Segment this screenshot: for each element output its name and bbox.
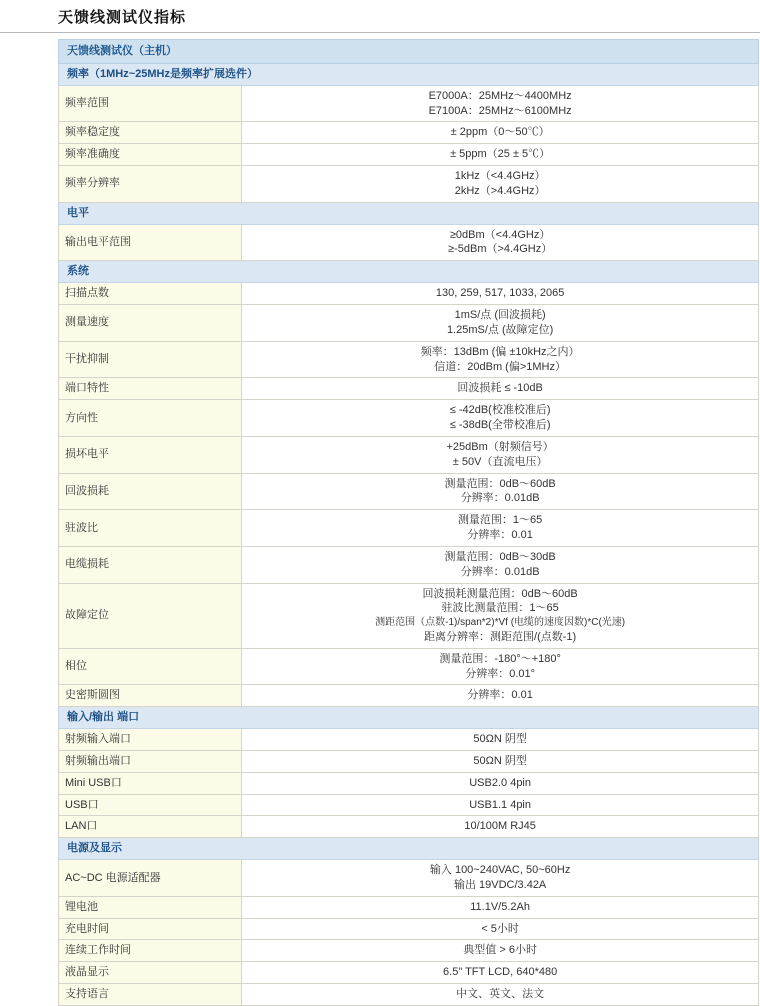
row-label: 频率分辨率 (59, 166, 242, 203)
value-line: ± 2ppm（0～50℃） (450, 126, 550, 139)
row-label: 频率范围 (59, 85, 242, 122)
table-row (59, 984, 759, 1006)
section-heading-row (59, 63, 759, 85)
value-line: 频率：13dBm (偏 ±10kHz之内） (420, 345, 580, 358)
row-value (242, 166, 759, 203)
row-value (242, 685, 759, 707)
row-value (242, 750, 759, 772)
row-label: 锂电池 (59, 896, 242, 918)
row-label: 液晶显示 (59, 962, 242, 984)
table-row (59, 436, 759, 473)
row-label: 测量速度 (59, 304, 242, 341)
row-label: 频率稳定度 (59, 122, 242, 144)
row-label: AC~DC 电源适配器 (59, 860, 242, 897)
value-line: ≤ -38dB(全带校准后) (449, 419, 551, 432)
row-label: 射频输出端口 (59, 750, 242, 772)
row-value (242, 940, 759, 962)
value-line: ≤ -42dB(校准校准后) (449, 404, 551, 417)
value-line: 1mS/点 (回波损耗) (454, 308, 546, 321)
table-row (59, 510, 759, 547)
value-line: 测距范围（点数-1)/span*2)*Vf (电缆的速度因数)*C(光速) (375, 617, 626, 629)
table-row (59, 816, 759, 838)
section-heading-row (59, 838, 759, 860)
value-line: 回波损耗测量范围：0dB～60dB (422, 587, 578, 600)
table-row (59, 729, 759, 751)
row-value (242, 896, 759, 918)
value-line: < 5小时 (481, 922, 519, 935)
table-row (59, 378, 759, 400)
row-label: 驻波比 (59, 510, 242, 547)
table-row (59, 85, 759, 122)
row-label: 端口特性 (59, 378, 242, 400)
section-heading: 电平 (59, 202, 759, 224)
row-label: 支持语言 (59, 984, 242, 1006)
value-line: 测量范围：0dB～30dB (444, 550, 556, 563)
value-line: 50ΩN 阴型 (473, 754, 527, 767)
row-label: 方向性 (59, 400, 242, 437)
value-line: 分辨率：0.01 (467, 689, 533, 702)
row-label: 干扰抑制 (59, 341, 242, 378)
table-row (59, 750, 759, 772)
value-line: 6.5" TFT LCD, 640*480 (443, 966, 558, 979)
table-row (59, 166, 759, 203)
row-value (242, 816, 759, 838)
table-row (59, 400, 759, 437)
value-line: USB1.1 4pin (469, 798, 531, 811)
value-line: 典型值 > 6小时 (463, 944, 537, 957)
value-line: USB2.0 4pin (469, 776, 531, 789)
row-label: 频率准确度 (59, 144, 242, 166)
value-line: 130, 259, 517, 1033, 2065 (435, 287, 565, 300)
row-label: 回波损耗 (59, 473, 242, 510)
table-row (59, 304, 759, 341)
row-value (242, 224, 759, 261)
row-value (242, 546, 759, 583)
row-label: 射频输入端口 (59, 729, 242, 751)
row-value (242, 122, 759, 144)
row-value (242, 144, 759, 166)
value-line: 分辨率：0.01dB (460, 565, 540, 578)
table-row (59, 144, 759, 166)
section-heading-row (59, 202, 759, 224)
value-line: 驻波比测量范围：1～65 (441, 602, 559, 615)
value-line: 分辨率：0.01° (465, 667, 536, 680)
row-label: Mini USB口 (59, 772, 242, 794)
value-line: +25dBm（射频信号） (446, 440, 554, 453)
table-row (59, 648, 759, 685)
value-line: ≥0dBm（<4.4GHz） (449, 228, 551, 241)
value-line: E7100A：25MHz～6100MHz (428, 104, 572, 117)
table-row (59, 896, 759, 918)
value-line: 10/100M RJ45 (464, 820, 536, 833)
row-value (242, 729, 759, 751)
value-line: 输入 100~240VAC, 50~60Hz (429, 864, 571, 877)
row-value (242, 794, 759, 816)
value-line: 信道：20dBm (偏>1MHz） (434, 360, 566, 373)
row-value (242, 510, 759, 547)
row-value (242, 962, 759, 984)
table-row (59, 224, 759, 261)
row-value (242, 860, 759, 897)
value-line: ± 5ppm（25 ± 5℃） (450, 148, 551, 161)
value-line: 距离分辨率：测距范围/(点数-1) (424, 630, 577, 643)
table-row (59, 918, 759, 940)
row-value (242, 772, 759, 794)
table-row (59, 772, 759, 794)
title-divider (0, 32, 760, 33)
row-value (242, 283, 759, 305)
value-line: ≥-5dBm（>4.4GHz） (448, 243, 553, 256)
row-value (242, 400, 759, 437)
row-value (242, 85, 759, 122)
row-label: 充电时间 (59, 918, 242, 940)
row-value (242, 583, 759, 648)
value-line: 11.1V/5.2Ah (470, 900, 530, 913)
table-row (59, 860, 759, 897)
table-row (59, 283, 759, 305)
row-value (242, 648, 759, 685)
table-row (59, 546, 759, 583)
value-line: 测量范围：-180°～+180° (439, 652, 561, 665)
table-row (59, 962, 759, 984)
value-line: 1.25mS/点 (故障定位) (446, 323, 554, 336)
section-heading: 系统 (59, 261, 759, 283)
value-line: 测量范围：1～65 (457, 514, 543, 527)
spec-table (58, 39, 759, 1006)
row-label: 相位 (59, 648, 242, 685)
value-line: 测量范围：0dB～60dB (444, 477, 556, 490)
row-value (242, 378, 759, 400)
row-value (242, 918, 759, 940)
table-row (59, 122, 759, 144)
table-row (59, 341, 759, 378)
value-line: 分辨率：0.01dB (460, 492, 540, 505)
row-value (242, 436, 759, 473)
table-row (59, 473, 759, 510)
value-line: E7000A：25MHz～4400MHz (428, 89, 572, 102)
section-heading-row (59, 261, 759, 283)
row-label: USB口 (59, 794, 242, 816)
section-heading: 电源及显示 (59, 838, 759, 860)
table-row (59, 940, 759, 962)
value-line: 50ΩN 阴型 (473, 733, 527, 746)
row-value (242, 304, 759, 341)
table-row (59, 685, 759, 707)
section-heading: 频率（1MHz~25MHz是频率扩展选件） (59, 63, 759, 85)
row-value (242, 473, 759, 510)
value-line: 输出 19VDC/3.42A (453, 878, 547, 891)
value-line: 中文、英文、法文 (456, 988, 545, 1001)
row-label: 损坏电平 (59, 436, 242, 473)
row-label: 连续工作时间 (59, 940, 242, 962)
page-title: 天馈线测试仪指标 (58, 9, 187, 26)
row-label: 扫描点数 (59, 283, 242, 305)
row-value (242, 984, 759, 1006)
row-label: 史密斯圆图 (59, 685, 242, 707)
value-line: 分辨率：0.01 (467, 529, 533, 542)
row-label: 故障定位 (59, 583, 242, 648)
row-label: 电缆损耗 (59, 546, 242, 583)
section-heading-row (59, 707, 759, 729)
table-title: 天馈线测试仪（主机） (59, 40, 759, 64)
section-heading: 输入/输出 端口 (59, 707, 759, 729)
row-value (242, 341, 759, 378)
table-row (59, 583, 759, 648)
table-title-row (59, 40, 759, 64)
table-row (59, 794, 759, 816)
row-label: 输出电平范围 (59, 224, 242, 261)
value-line: 2kHz（>4.4GHz） (454, 184, 546, 197)
row-label: LAN口 (59, 816, 242, 838)
value-line: 回波损耗 ≤ -10dB (457, 382, 543, 395)
value-line: ± 50V（直流电压） (452, 455, 548, 468)
value-line: 1kHz（<4.4GHz） (454, 170, 546, 183)
